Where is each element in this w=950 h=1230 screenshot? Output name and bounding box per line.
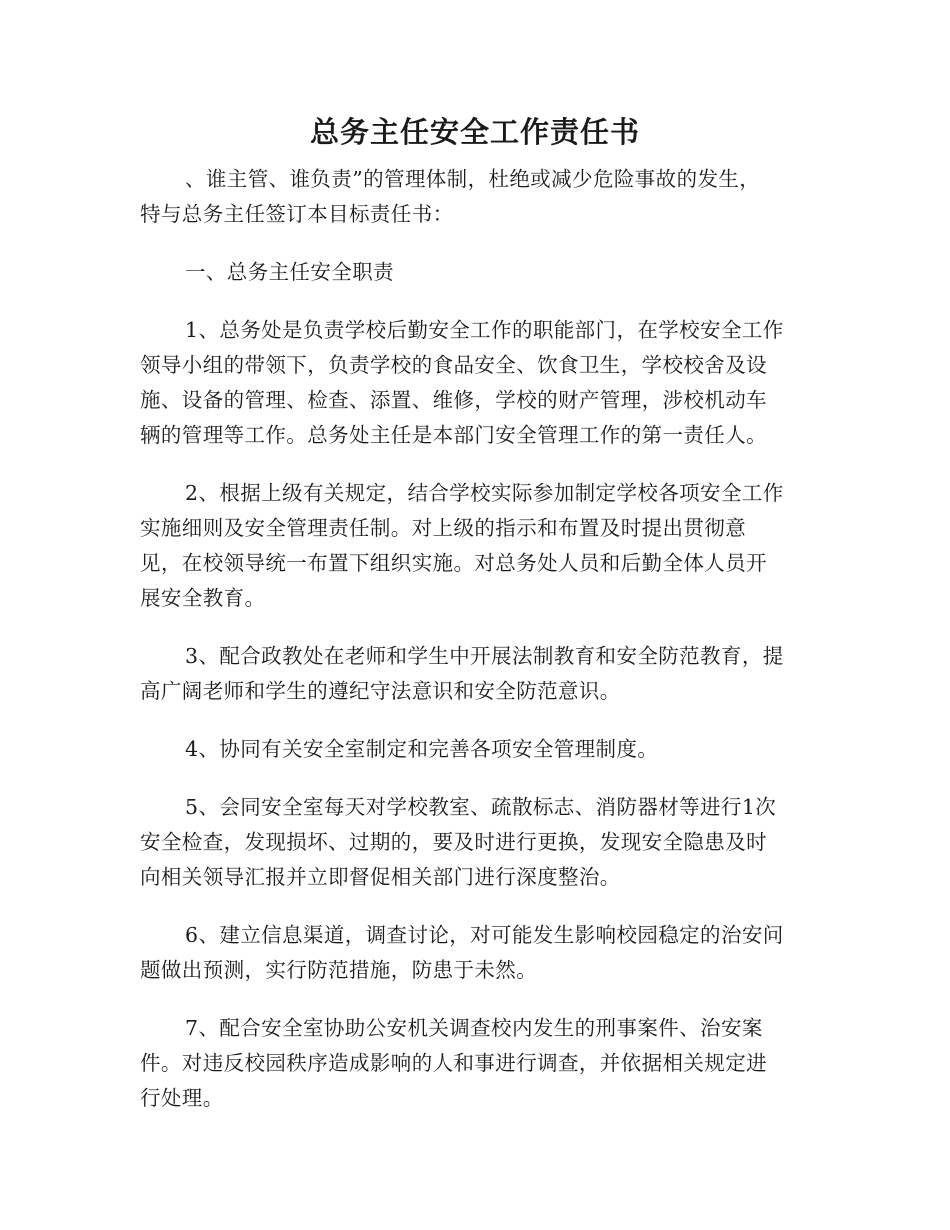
intro-paragraph bbox=[140, 162, 810, 232]
text-line: 5、会同安全室每天对学校教室、疏散标志、消防器材等进行1次 bbox=[185, 795, 777, 819]
document-body bbox=[140, 162, 810, 1116]
item-paragraph-2 bbox=[140, 476, 810, 616]
document-title: 总务主任安全工作责任书 bbox=[309, 115, 640, 149]
text-line: 、谁主管、谁负责”的管理体制，杜绝或减少危险事故的发生， bbox=[185, 167, 761, 191]
text-line: 特与总务主任签订本目标责任书： bbox=[140, 202, 454, 226]
text-line: 展安全教育。 bbox=[140, 586, 266, 610]
text-line: 高广阔老师和学生的遵纪守法意识和安全防范意识。 bbox=[140, 679, 621, 703]
item-paragraph-5 bbox=[140, 790, 810, 895]
item-paragraph-3 bbox=[140, 639, 810, 709]
item-paragraph-6 bbox=[140, 918, 810, 988]
text-line: 2、根据上级有关规定，结合学校实际参加制定学校各项安全工作 bbox=[185, 481, 784, 505]
text-line: 领导小组的带领下，负责学校的食品安全、饮食卫生，学校校舍及设 bbox=[140, 353, 767, 377]
text-line: 辆的管理等工作。总务处主任是本部门安全管理工作的第一责任人。 bbox=[140, 423, 767, 447]
item-paragraph-7 bbox=[140, 1011, 810, 1116]
text-line: 7、配合安全室协助公安机关调查校内发生的刑事案件、治安案 bbox=[185, 1016, 763, 1040]
text-line: 安全检查，发现损坏、过期的，要及时进行更换，发现安全隐患及时 bbox=[140, 830, 767, 854]
text-line: 行处理。 bbox=[140, 1086, 224, 1110]
text-line: 施、设备的管理、检查、添置、维修，学校的财产管理，涉校机动车 bbox=[140, 388, 767, 412]
section-heading: 一、总务主任安全职责 bbox=[185, 260, 394, 284]
item-paragraph-1 bbox=[140, 313, 810, 453]
text-line: 1、总务处是负责学校后勤安全工作的职能部门，在学校安全工作 bbox=[185, 318, 784, 342]
item-paragraph-4 bbox=[140, 732, 810, 767]
text-line: 题做出预测，实行防范措施，防患于未然。 bbox=[140, 958, 538, 982]
section-heading-paragraph bbox=[140, 255, 810, 290]
text-line: 向相关领导汇报并立即督促相关部门进行深度整治。 bbox=[140, 865, 621, 889]
text-line: 件。对违反校园秩序造成影响的人和事进行调查，并依据相关规定进 bbox=[140, 1051, 767, 1075]
text-line: 6、建立信息渠道，调查讨论，对可能发生影响校园稳定的治安问 bbox=[185, 923, 784, 947]
text-line: 4、协同有关安全室制定和完善各项安全管理制度。 bbox=[185, 737, 659, 761]
text-line: 3、配合政教处在老师和学生中开展法制教育和安全防范教育，提 bbox=[185, 644, 784, 668]
text-line: 实施细则及安全管理责任制。对上级的指示和布置及时提出贯彻意 bbox=[140, 516, 747, 540]
text-line: 见，在校领导统一布置下组织实施。对总务处人员和后勤全体人员开 bbox=[140, 551, 767, 575]
